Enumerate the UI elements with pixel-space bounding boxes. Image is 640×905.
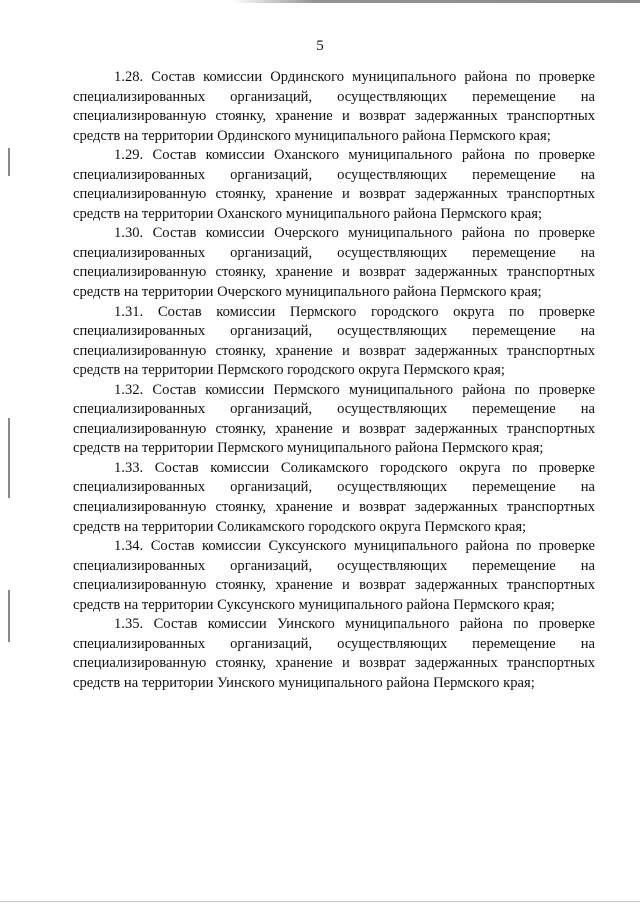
- scan-edge-top: [232, 0, 640, 3]
- list-item: 1.30. Состав комиссии Очерского муниципального района по проверке специализированных организаций, осуществляющих перемещение на специализированную стоянку, хранение и возврат задержанных транспортных средств на территории Очерского муниципального района Пермского края;: [73, 225, 595, 301]
- scan-edge-left: [8, 148, 10, 176]
- list-item: 1.34. Состав комиссии Суксунского муниципального района по проверке специализированных организаций, осуществляющих перемещение на специализированную стоянку, хранение и возврат задержанных транспортных средств на территории Суксунского муниципального района Пермского края;: [73, 538, 595, 613]
- scan-edge-left: [8, 418, 10, 498]
- document-body: [73, 68, 595, 694]
- list-item: 1.31. Состав комиссии Пермского городского округа по проверке специализированных организаций, осуществляющих перемещение на специализированную стоянку, хранение и возврат задержанных транспортных средств на территории Пермского городского округа Пермского края;: [73, 303, 595, 379]
- scan-edge-bottom: [0, 901, 640, 902]
- list-item: 1.35. Состав комиссии Уинского муниципального района по проверке специализированных организаций, осуществляющих перемещение на специализированную стоянку, хранение и возврат задержанных транспортных средств на территории Уинского муниципального района Пермского края;: [73, 616, 595, 691]
- list-item: 1.29. Состав комиссии Оханского муниципального района по проверке специализированных организаций, осуществляющих перемещение на специализированную стоянку, хранение и возврат задержанных транспортных средств на территории Оханского муниципального района Пермского края;: [73, 147, 595, 222]
- list-item: 1.32. Состав комиссии Пермского муниципального района по проверке специализированных организаций, осуществляющих перемещение на специализированную стоянку, хранение и возврат задержанных транспортных средств на территории Пермского муниципального района Пермского края;: [73, 381, 595, 457]
- list-item: 1.33. Состав комиссии Соликамского городского округа по проверке специализированных организаций, осуществляющих перемещение на специализированную стоянку, хранение и возврат задержанных транспортных средств на территории Соликамского городского округа Пермского края;: [73, 459, 595, 535]
- scan-edge-left: [8, 590, 10, 642]
- list-item: 1.28. Состав комиссии Ординского муниципального района по проверке специализированных организаций, осуществляющих перемещение на специализированную стоянку, хранение и возврат задержанных транспортных средств на территории Ординского муниципального района Пермского края;: [73, 69, 595, 144]
- page-number: 5: [316, 38, 324, 54]
